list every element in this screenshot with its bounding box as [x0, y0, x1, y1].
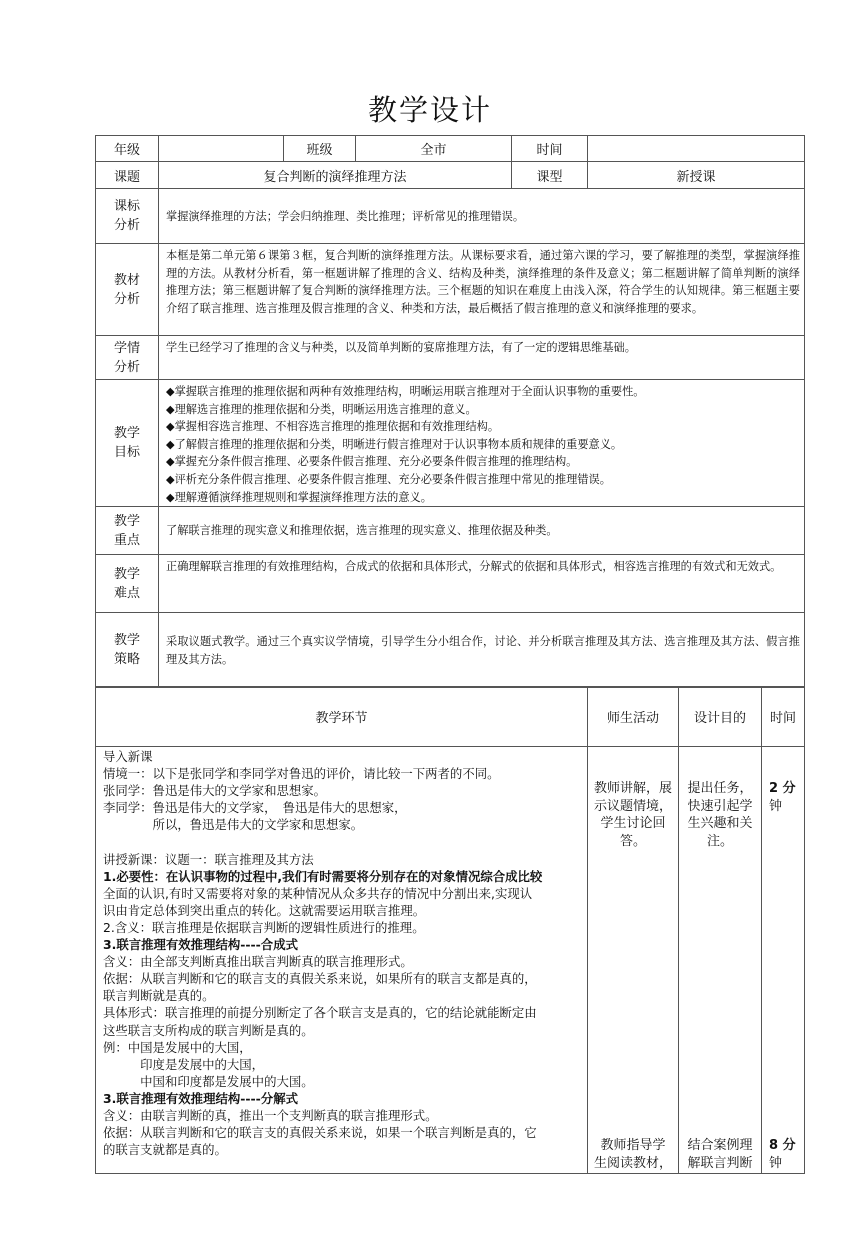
time-block-1: 2 分 钟 [769, 781, 796, 814]
lesson-type-value: 新授课 [588, 162, 805, 189]
time-label: 时间 [512, 136, 588, 162]
difficulties-label: 教学 难点 [96, 555, 159, 613]
time-value [588, 136, 805, 162]
goal-item: ◆理解选言推理的推理依据和分类，明晰运用选言推理的意义。 [166, 402, 477, 416]
process-content [96, 747, 588, 1174]
student-analysis-text: 学生已经学习了推理的含义与种类，以及简单判断的宴席推理方法，有了一定的逻辑思维基础。 [159, 336, 805, 380]
class-value: 全市 [356, 136, 512, 162]
content-line: 3.联言推理有效推理结构----合成式 [103, 937, 298, 953]
content-line: 讲授新课：议题一：联言推理及其方法 [103, 851, 314, 867]
content-line: 的联言支就都是真的。 [103, 1142, 227, 1158]
content-line: 这些联言支所构成的联言判断是真的。 [103, 1022, 314, 1038]
activity-block-1: 教师讲解，展 示议题情境， 学生讨论回 答。 [594, 781, 673, 849]
content-line: 导入新课 [103, 749, 153, 764]
content-line: 依据：从联言判断和它的联言支的真假关系来说，如果一个联言判断是真的，它 [103, 1125, 537, 1141]
topic-value: 复合判断的演绎推理方法 [159, 162, 512, 189]
grade-value [159, 136, 284, 162]
content-line: 含义：由全部支判断真推出联言判断真的联言推理形式。 [103, 954, 413, 970]
time-block-2: 8 分 钟 [769, 1138, 796, 1171]
lesson-info-table [95, 135, 805, 688]
goal-item: ◆理解遵循演绎推理规则和掌握演绎推理方法的意义。 [166, 490, 432, 504]
key-points-text: 了解联言推理的现实意义和推理依据，选言推理的现实意义、推理依据及种类。 [159, 507, 805, 555]
content-line [103, 833, 584, 850]
content-line: 情境一：以下是张同学和李同学对鲁迅的评价，请比较一下两者的不同。 [103, 766, 500, 782]
content-line: 识由肯定总体到突出重点的转化。这就需要运用联言推理。 [103, 902, 426, 918]
page-title: 教学设计 [367, 93, 492, 127]
content-line: 所以，鲁迅是伟大的文学家和思想家。 [103, 817, 364, 833]
content-line: 2.含义：联言推理是依据联言判断的逻辑性质进行的推理。 [103, 919, 425, 935]
design-purpose [679, 747, 762, 1174]
purpose-block-2: 结合案例理 解联言判断 [687, 1138, 753, 1171]
lesson-type-label: 课型 [512, 162, 588, 189]
curriculum-analysis-label: 课标 分析 [96, 189, 159, 244]
activity-block-2: 教师指导学 生阅读教材， [594, 1138, 673, 1171]
content-line: 联言判断就是真的。 [103, 988, 215, 1004]
content-line: 印度是发展中的大国， [103, 1056, 265, 1072]
content-line: 具体形式：联言推理的前提分别断定了各个联言支是真的，它的结论就能断定由 [103, 1005, 537, 1021]
teaching-goals-list [159, 380, 805, 507]
grade-label: 年级 [96, 136, 159, 162]
teacher-student-activity [588, 747, 679, 1174]
content-line: 李同学：鲁迅是伟大的文学家， 鲁迅是伟大的思想家， [103, 800, 407, 816]
content-line: 全面的认识,有时又需要将对象的某种情况从众多共存的情况中分割出来,实现认 [103, 885, 533, 901]
goal-item: ◆评析充分条件假言推理、必要条件假言推理、充分必要条件假言推理中常见的推理错误。 [166, 472, 611, 486]
teaching-strategy-label: 教学 策略 [96, 613, 159, 688]
time-allocation [762, 747, 805, 1174]
process-header-time: 时间 [762, 687, 805, 747]
textbook-analysis-text: 本框是第二单元第６课第３框，复合判断的演绎推理方法。从课标要求看，通过第六课的学习，要了解推理的类型，掌握演绎推理的方法。从教材分析看，第一框题讲解了推理的含义、结构及种类，演绎推理的条件及意义；第二框题讲解了简单判断的演绎推理方法；第三框题讲解了复合判断的演绎推理方法。三个框题的知识在难度上由浅入深，符合学生的认知规律。第三框题主要介绍了联言推理、选言推理及假言推理的含义、种类和方法，最后概括了假言推理的意义和演绎推理的要求。 [159, 244, 805, 336]
teaching-process-table [95, 686, 805, 1174]
content-line: 依据：从联言判断和它的联言支的真假关系来说，如果所有的联言支都是真的， [103, 971, 537, 987]
difficulties-text: 正确理解联言推理的有效推理结构，合成式的依据和具体形式，分解式的依据和具体形式，相容选言推理的有效式和无效式。 [159, 555, 805, 613]
content-line: 例：中国是发展中的大国， [103, 1039, 252, 1055]
teaching-strategy-text: 采取议题式教学。通过三个真实议学情境，引导学生分小组合作，讨论、并分析联言推理及其方法、选言推理及其方法、假言推理及其方法。 [159, 613, 805, 688]
content-line: 1.必要性：在认识事物的过程中,我们有时需要将分别存在的对象情况综合成比较 [103, 868, 543, 884]
goal-item: ◆掌握充分条件假言推理、必要条件假言推理、充分必要条件假言推理的推理结构。 [166, 455, 578, 469]
purpose-block-1: 提出任务， 快速引起学 生兴趣和关 注。 [687, 781, 753, 849]
curriculum-analysis-text: 掌握演绎推理的方法；学会归纳推理、类比推理；评析常见的推理错误。 [159, 189, 805, 244]
textbook-analysis-label: 教材 分析 [96, 244, 159, 336]
process-header-activity: 师生活动 [588, 687, 679, 747]
student-analysis-label: 学情 分析 [96, 336, 159, 380]
teaching-goals-label: 教学 目标 [96, 380, 159, 507]
content-line: 中国和印度都是发展中的大国。 [103, 1073, 314, 1089]
goal-item: ◆掌握联言推理的推理依据和两种有效推理结构，明晰运用联言推理对于全面认识事物的重要性。 [166, 385, 645, 398]
process-header-purpose: 设计目的 [679, 687, 762, 747]
class-label: 班级 [284, 136, 356, 162]
topic-label: 课题 [96, 162, 159, 189]
goal-item: ◆了解假言推理的推理依据和分类，明晰进行假言推理对于认识事物本质和规律的重要意义。 [166, 437, 623, 451]
content-line: 3.联言推理有效推理结构----分解式 [103, 1090, 298, 1106]
content-line: 张同学：鲁迅是伟大的文学家和思想家。 [103, 783, 327, 799]
key-points-label: 教学 重点 [96, 507, 159, 555]
content-line: 含义：由联言判断的真，推出一个支判断真的联言推理形式。 [103, 1107, 438, 1123]
process-header-step: 教学环节 [96, 687, 588, 747]
goal-item: ◆掌握相容选言推理、不相容选言推理的推理依据和有效推理结构。 [166, 420, 500, 434]
